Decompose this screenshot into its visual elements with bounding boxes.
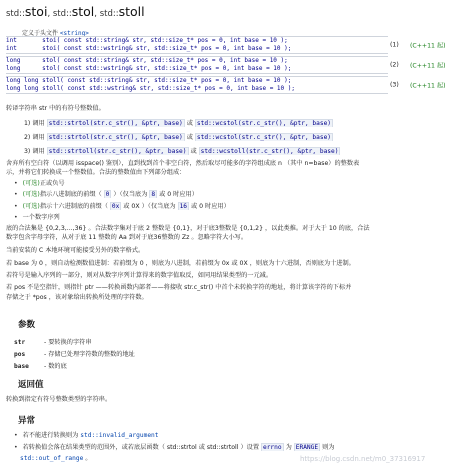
list-item: • 一个数字序列 <box>14 212 474 221</box>
paragraph-base: 若 base 为 0 ，则自动检测数值进制：若前缀为 0 ，则底为八进制，若前缀为 0x 或 0X ，则底为十六进制，否则底为十进制。 <box>6 260 355 267</box>
declaration-row: long long stoll( const std::wstring& str, std::size_t* pos = 0, int base = 10 ); <box>6 85 295 92</box>
code-erange[interactable]: ERANGE <box>295 444 319 451</box>
call-line-1: 1) 调用 std::strtol(str.c_str(), &ptr, base) 或 std::wcstol(str.c_str(), &ptr, base) <box>24 120 332 127</box>
code-strtol[interactable]: std::strtol(str.c_str(), &ptr, base) <box>48 120 183 127</box>
call-line-2: 2) 调用 std::strtol(str.c_str(), &ptr, base) 或 std::wcstol(str.c_str(), &ptr, base) <box>24 134 332 141</box>
watermark: https://blog.csdn.net/m0_37316917 <box>300 455 426 463</box>
overload-number: (3) <box>390 81 399 89</box>
code-errno[interactable]: errno <box>262 444 282 451</box>
declaration-group-1 <box>6 36 446 54</box>
return-text: 转换到指定有符号整数类型的字符串。 <box>6 396 112 403</box>
paragraph-whitespace: 舍弃所有空白符（以调用 isspace() 鉴别），直到找到首个非空白符，然后取尽可能多的字符组成底 n （其中 n=base）的整数表 <box>6 160 360 167</box>
since-badge: (C++11 起) <box>410 82 446 90</box>
list-item-cont: std::out_of_range 。 <box>20 455 92 462</box>
page-title: std::stoi, std::stol, std::stoll <box>6 4 145 19</box>
section-heading-exceptions: 异常 <box>18 416 36 426</box>
list-item: • 若转换值会落在结果类型的范围外，或若底层函数（ std::strtol 或 std::strtoll ）设置 errno 为 ERANGE 则为 <box>14 442 474 451</box>
param-row: str - 要转换的字符串 <box>14 339 92 346</box>
code-strtoll[interactable]: std::strtoll(str.c_str(), &ptr, base) <box>48 148 187 155</box>
since-badge: (C++11 起) <box>410 42 446 50</box>
code-wcstol[interactable]: std::wcstol(str.c_str(), &ptr, base) <box>196 134 332 141</box>
overload-number: (1) <box>390 41 399 49</box>
list-item: • (可选)指示八进制底的前缀（ 0 ）（仅当底为 8 或 0 时应用） <box>14 189 474 198</box>
param-row: pos - 存储已处理字符数的整数的地址 <box>14 351 135 358</box>
declaration-row: long stol( const std::string& str, std::size_t* pos = 0, int base = 10 ); <box>6 57 288 64</box>
link-out-of-range[interactable]: std::out_of_range <box>20 455 84 462</box>
paragraph-locale: 当前安装的 C 本地环境可能接受另外的数字格式。 <box>6 247 145 254</box>
header-line: 定义于头文件 <string> <box>22 30 89 37</box>
paragraph-sign: 若符号是输入序列的一部分，则对从数字序列计算得来的数字值取反，如同用结果类型的一元减。 <box>6 272 273 279</box>
list-item: • (可选)指示十六进制底的前缀（ 0x 或 0X ）（仅当底为 16 或 0 时应用） <box>14 201 474 210</box>
paragraph-whitespace-cont: 示，并将它们转换成一个整数值。合法的整数值由下列部分组成： <box>6 169 186 176</box>
paragraph-digits: 底的合法集是 {0,2,3,...,36} 。合法数字集对于底 2 整数是 {0,1}，对于底3整数是 {0,1,2} ，以此类推。对于大于 10 的底，合法 <box>6 225 370 232</box>
param-row: base - 数的底 <box>14 363 67 370</box>
overload-number: (2) <box>390 61 399 69</box>
call-line-3: 3) 调用 std::strtoll(str.c_str(), &ptr, base) 或 std::wcstoll(str.c_str(), &ptr, base) <box>24 148 339 155</box>
section-heading-return: 返回值 <box>18 380 44 390</box>
code-wcstoll[interactable]: std::wcstoll(str.c_str(), &ptr, base) <box>200 148 339 155</box>
header-link[interactable]: <string> <box>59 30 89 37</box>
declaration-row: int stoi( const std::string& str, std::size_t* pos = 0, int base = 10 ); <box>6 37 288 44</box>
list-item: • 若不能进行转换则为 std::invalid_argument <box>14 430 474 439</box>
declaration-group-2 <box>6 56 446 74</box>
link-invalid-argument[interactable]: std::invalid_argument <box>80 432 159 439</box>
declaration-row: long long stoll( const std::string& str, std::size_t* pos = 0, int base = 10 ); <box>6 77 292 84</box>
declaration-row: long stol( const std::wstring& str, std::size_t* pos = 0, int base = 10 ); <box>6 65 292 72</box>
paragraph-pos: 若 pos 不是空指针，则指针 ptr ——转换函数内部者——将接收 str.c_str() 中首个未转换字符的地址，将计算该字符的下标并 <box>6 284 352 291</box>
intro-text: 转译字符串 str 中的有符号整数值。 <box>6 105 105 112</box>
list-item: • (可选)正或负号 <box>14 178 474 187</box>
paragraph-pos-cont: 存储之于 *pos ，该对象给出转换所处理的字符数。 <box>6 294 148 301</box>
code-strtol[interactable]: std::strtol(str.c_str(), &ptr, base) <box>48 134 183 141</box>
section-heading-params: 参数 <box>18 320 36 330</box>
code-wcstol[interactable]: std::wcstol(str.c_str(), &ptr, base) <box>196 120 332 127</box>
paragraph-digits-cont: 数字包含字母字符，从对于底 11 整数的 Aa 到对于底36整数的 Zz 。忽略字符大小写。 <box>6 234 248 241</box>
declaration-group-3 <box>6 76 446 94</box>
since-badge: (C++11 起) <box>410 62 446 70</box>
declaration-row: int stoi( const std::wstring& str, std::size_t* pos = 0, int base = 10 ); <box>6 45 292 52</box>
